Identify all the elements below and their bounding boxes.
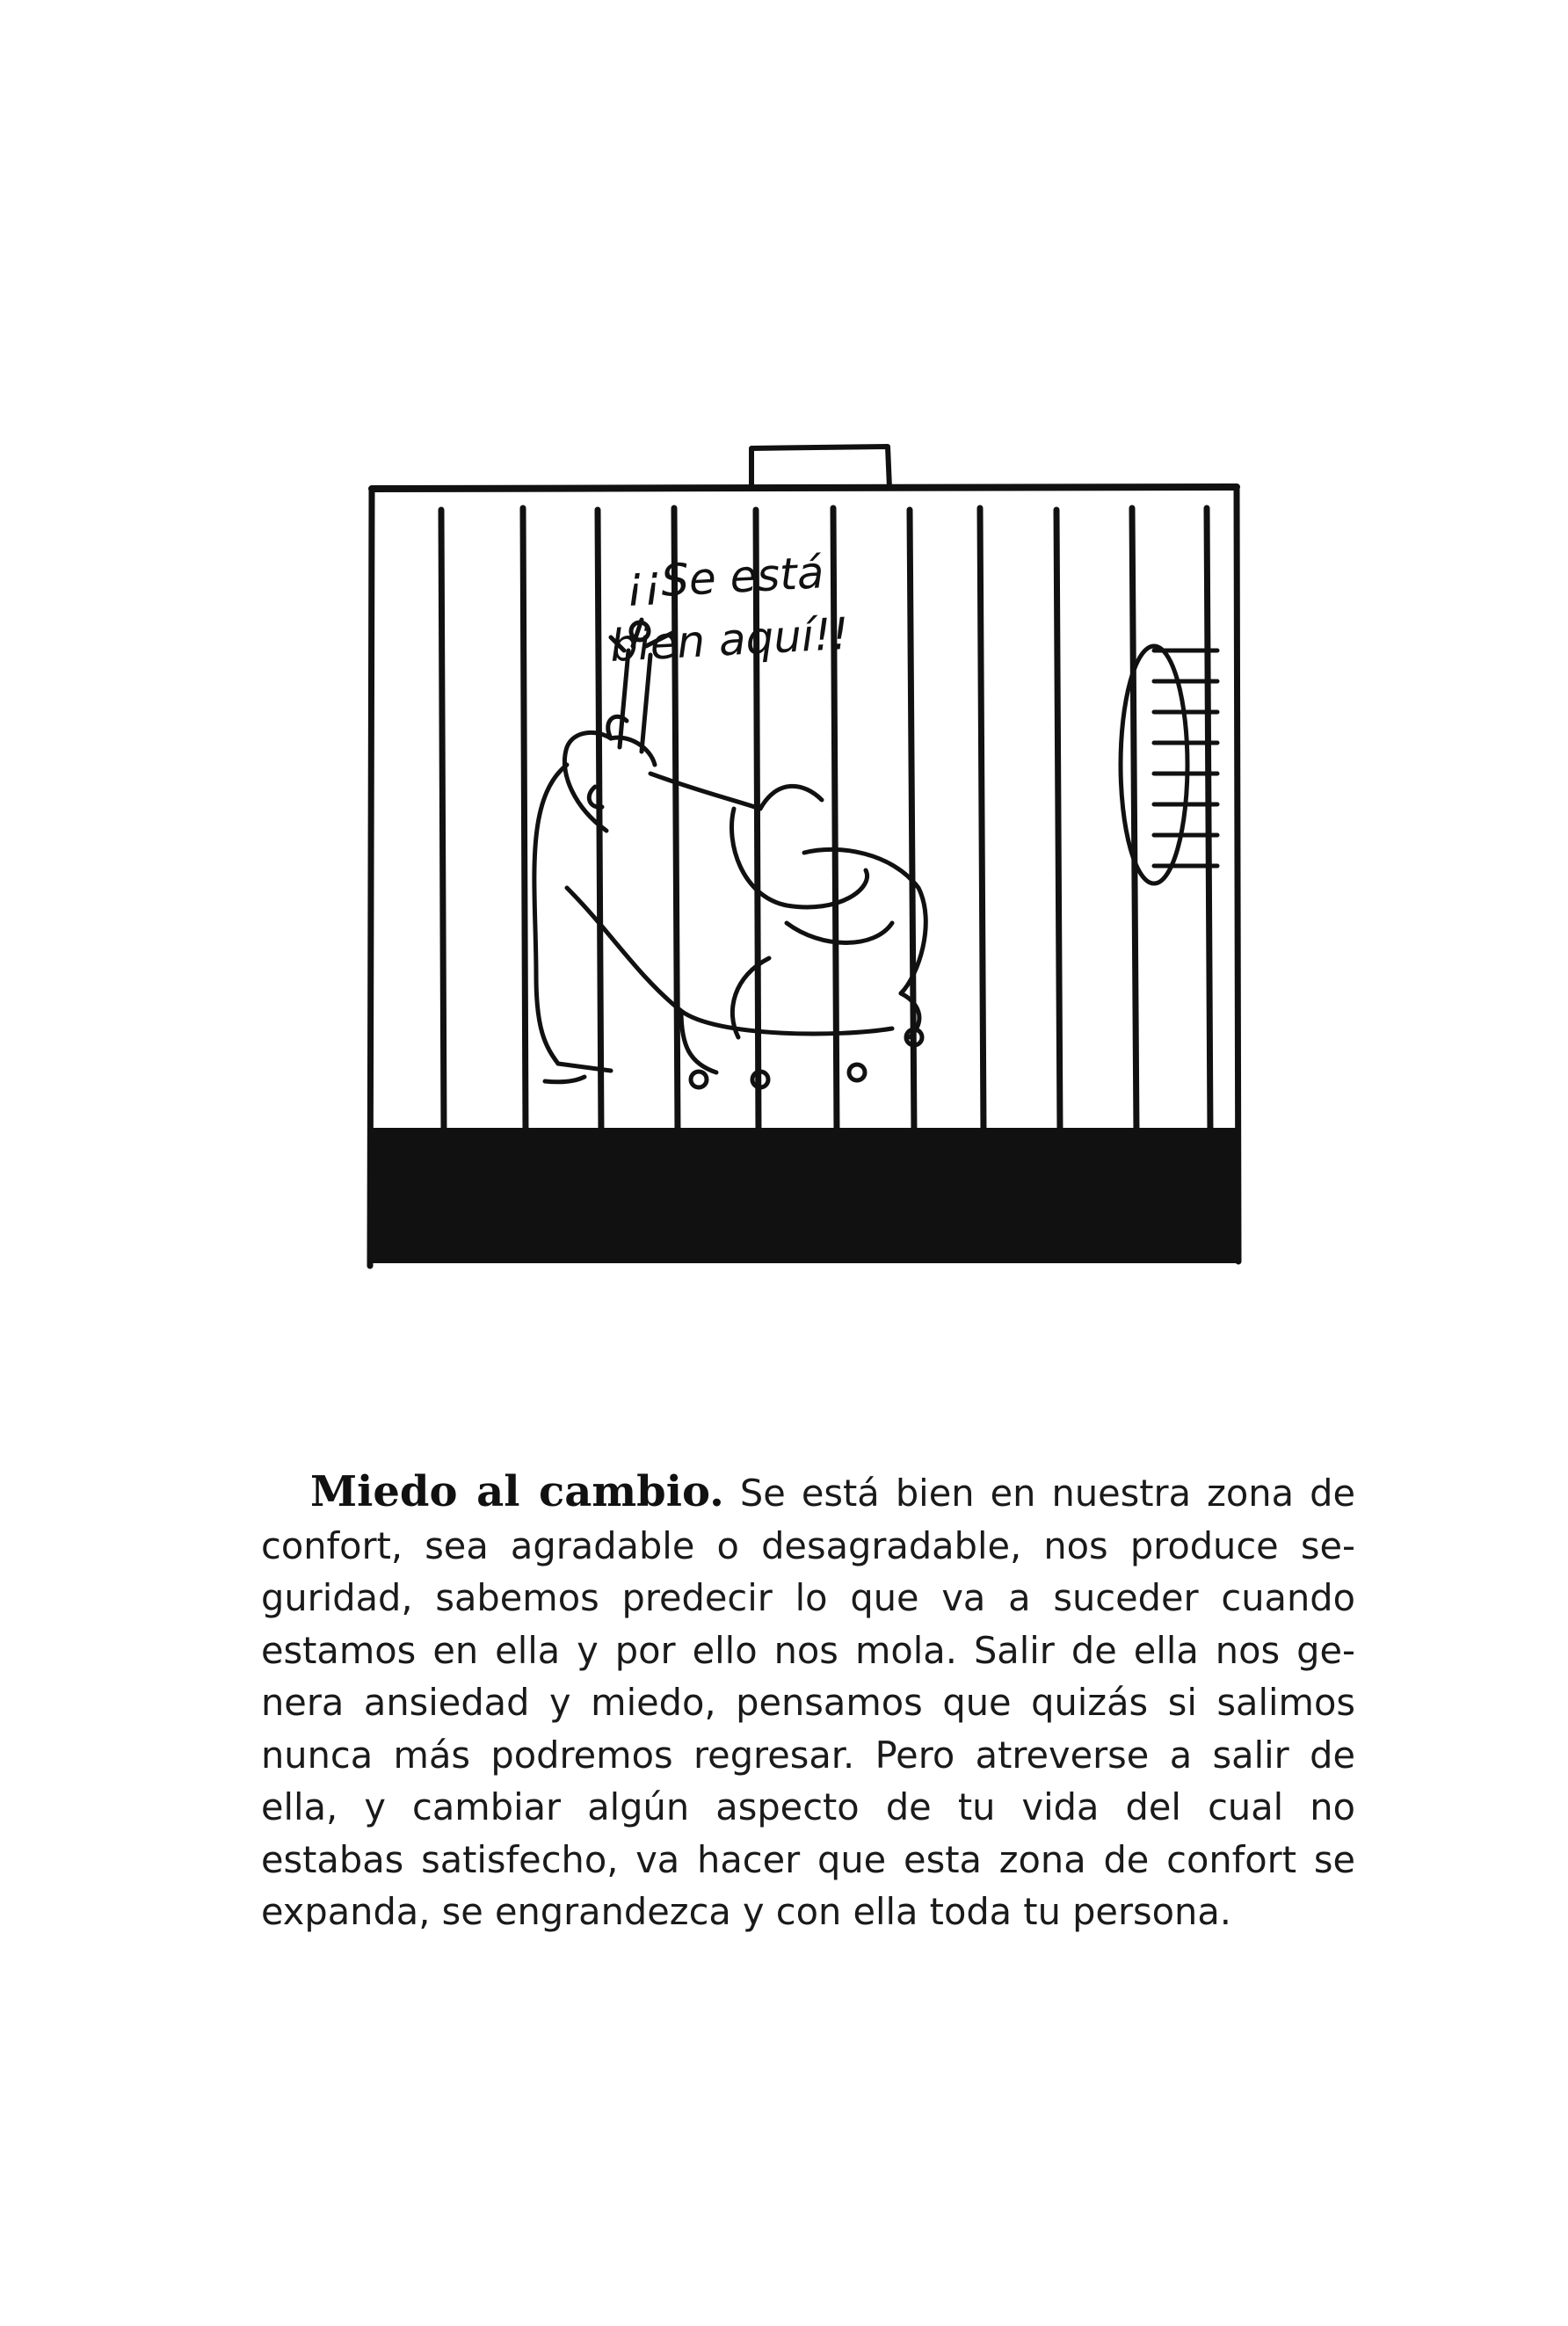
- cage-top-frame: [372, 487, 1237, 489]
- cage-base: [371, 1130, 1238, 1261]
- speech-line-1: ¡¡Se está: [624, 547, 825, 608]
- body-paragraph: [261, 1466, 1355, 1938]
- hamster-on-sofa: [534, 620, 926, 1087]
- cage-bars: [441, 508, 1210, 1134]
- speech-line-2: bien aquí!!: [608, 607, 851, 672]
- hamster-cage-illustration: [347, 431, 1261, 1275]
- paragraph-body-text: Se está bien en nuestra zona de confort, sea agradable o desagradable, nos produce seguridad, sabemos predecir lo que va a suceder cuando estamos en ella y por ello nos mola. Salir de ella nos genera ansiedad y miedo, pensamos que quizás si salimos nunca más podremos regresar. Pero atreverse a salir de ella, y cambiar algún aspecto de tu vida del cual no estabas satisfecho, va hacer que esta zona de confort se expanda, se engrandezca y con ella toda tu persona.: [261, 1472, 1355, 1933]
- cage-handle: [751, 447, 889, 488]
- paragraph-lead-heading: Miedo al cambio.: [310, 1467, 724, 1516]
